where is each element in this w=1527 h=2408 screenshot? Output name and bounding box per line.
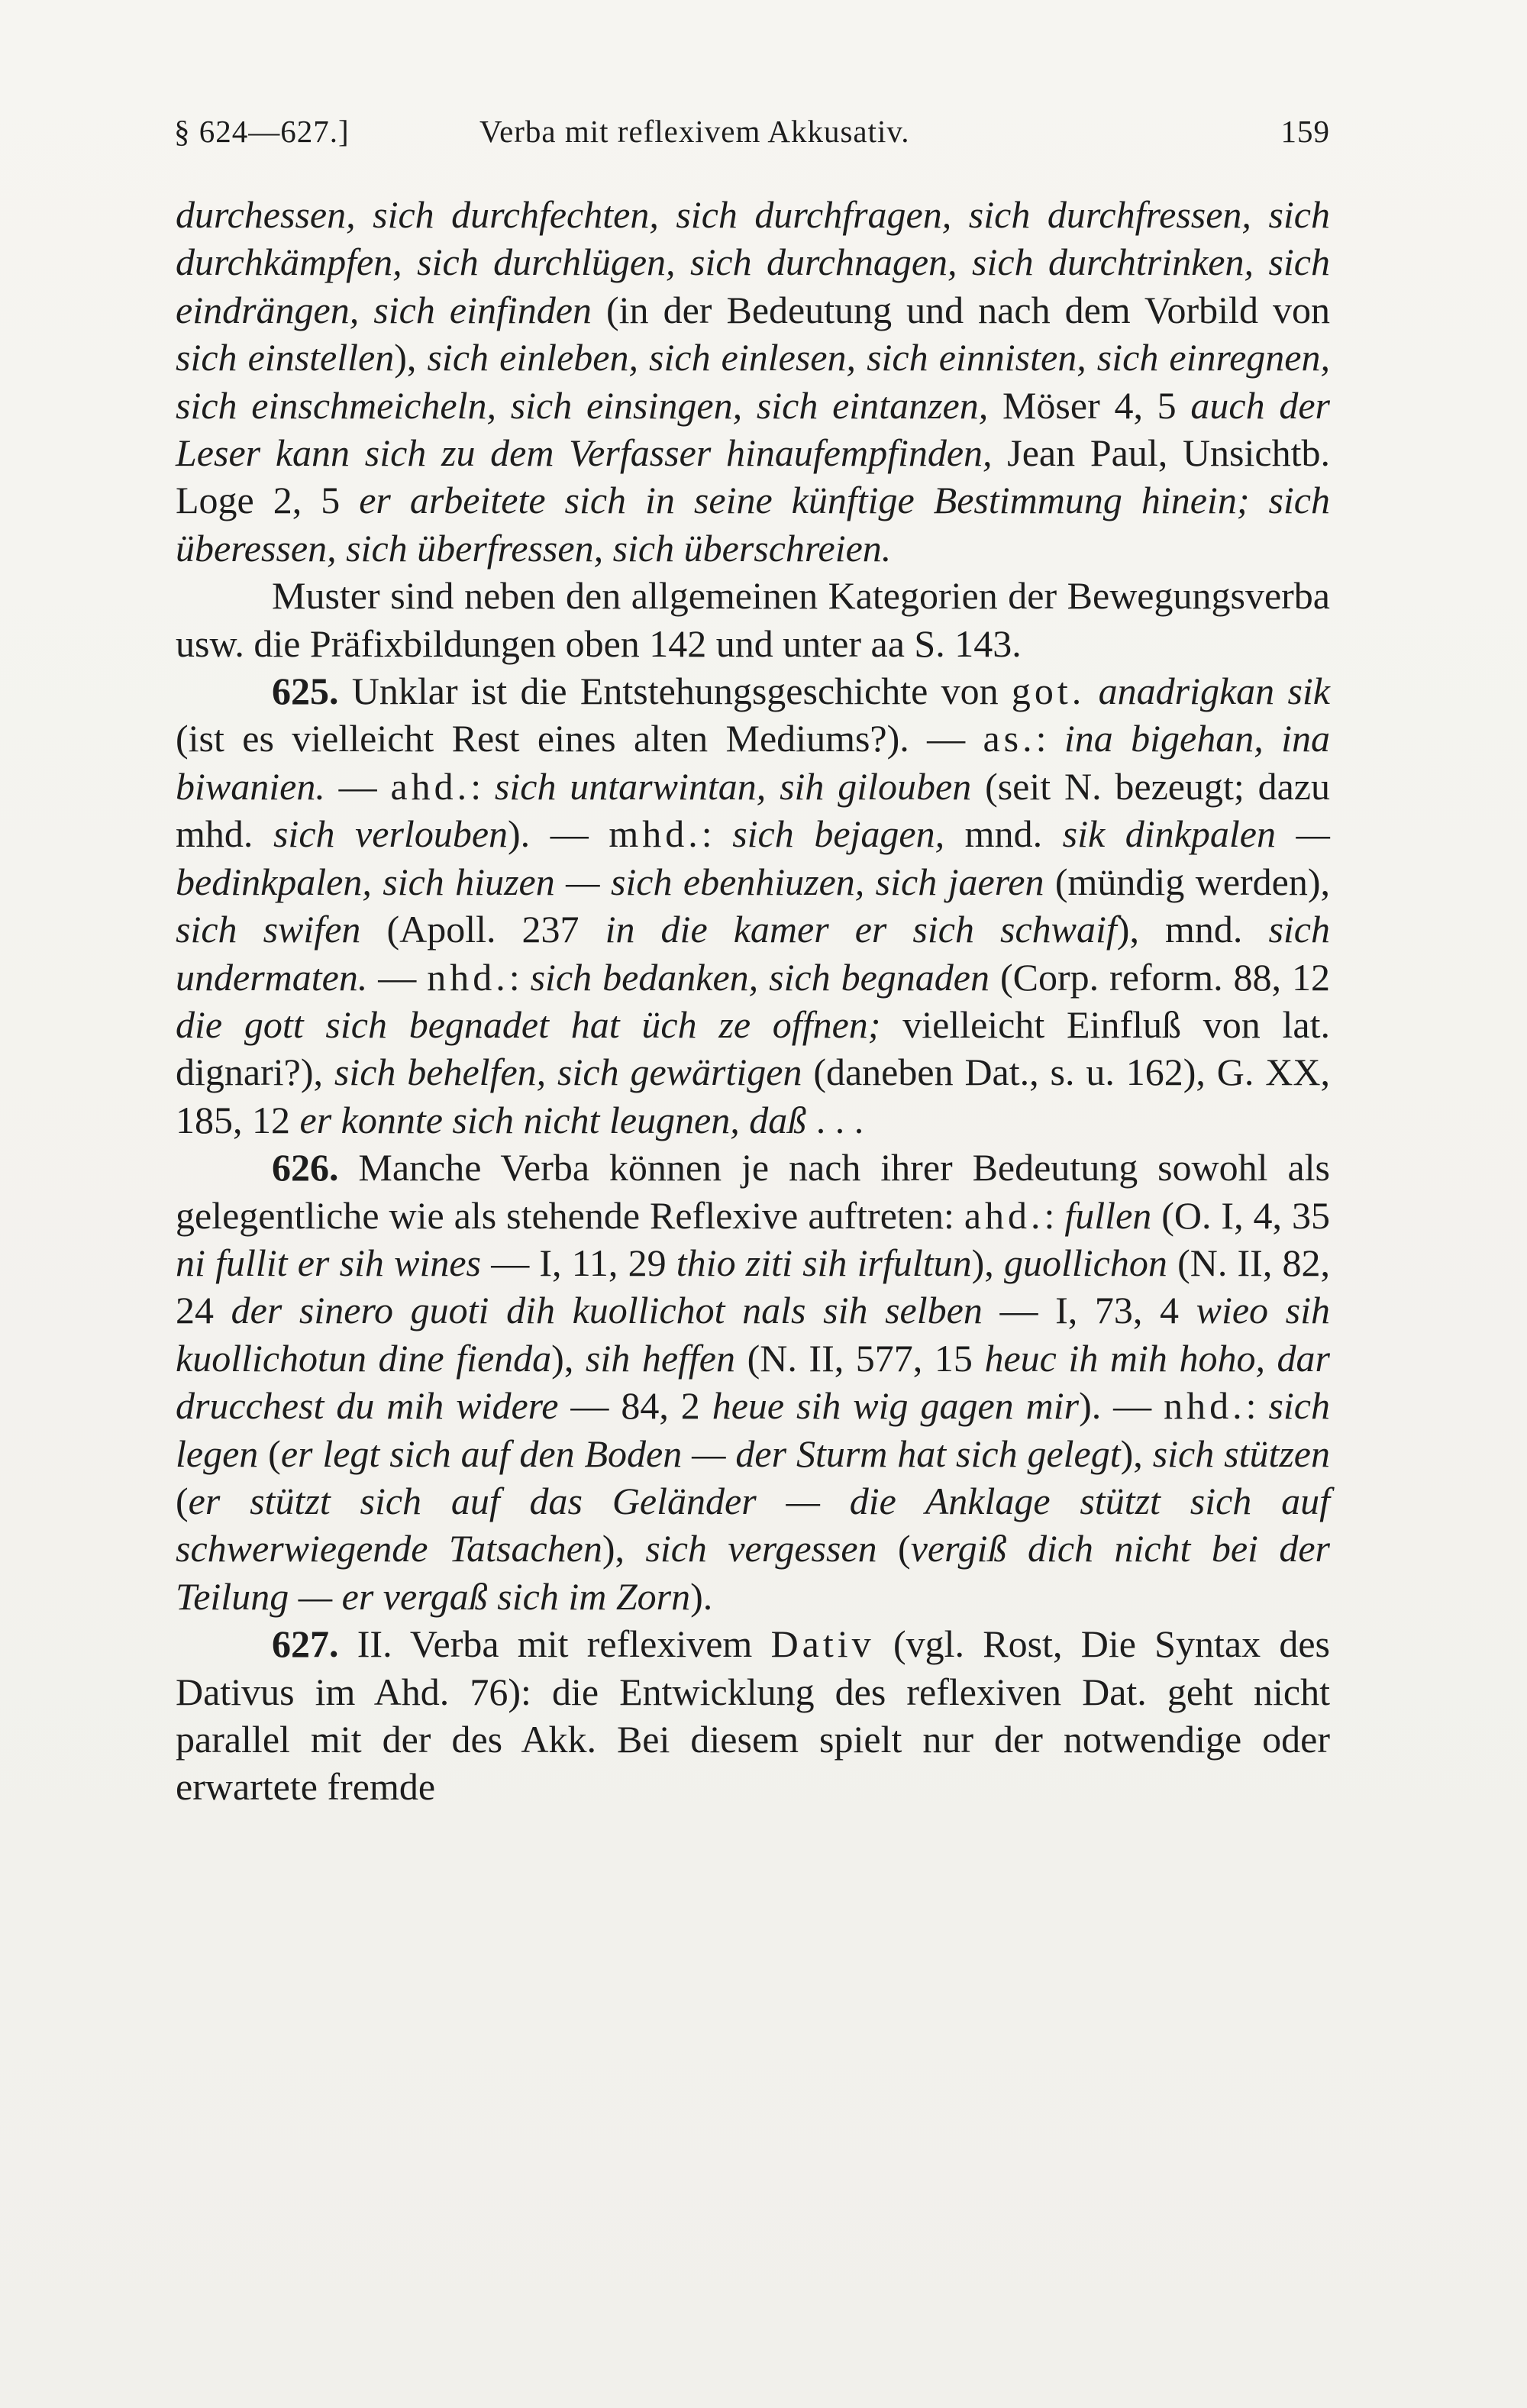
text-run: Dativ: [770, 1622, 875, 1666]
text-run: —: [367, 955, 428, 999]
italic-text: er stützt sich auf das Geländer — die Anklage stützt sich auf schwerwiegende Tatsachen: [176, 1479, 1330, 1570]
text-run: — I, 73, 4: [982, 1289, 1196, 1332]
text-run: (mündig werden),: [1044, 860, 1330, 903]
italic-text: sich vergessen: [645, 1527, 877, 1570]
text-run: — 84, 2: [558, 1384, 712, 1428]
italic-text: der sinero guoti dih kuollichot nals sih selben: [231, 1289, 983, 1332]
italic-text: ina bigehan, ina biwanien.: [176, 717, 1330, 808]
paragraph: [176, 1620, 1330, 1811]
italic-text: sich verlouben: [273, 812, 508, 856]
text-run: Jean Paul, Unsichtb. Loge 2, 5: [176, 431, 1330, 522]
text-run: (N. II, 577, 15: [735, 1336, 985, 1380]
text-run: — I, 11, 29: [481, 1241, 676, 1284]
italic-text: guollichon: [1004, 1241, 1167, 1284]
italic-text: sich legen: [176, 1384, 1330, 1475]
text-run: ). —: [1079, 1384, 1164, 1428]
italic-text: sich einleben, sich einlesen, sich einnisten, sich einregnen, sich einschmeicheln, sich einsingen, sich eintanzen,: [176, 336, 1330, 427]
text-run: (: [176, 1479, 189, 1522]
text-run: :: [1245, 1384, 1269, 1428]
text-run: ),: [1120, 1432, 1153, 1475]
text-run: ),: [971, 1241, 1004, 1284]
text-run: [1085, 670, 1098, 712]
italic-text: vergiß dich nicht bei der Teilung — er vergaß sich im Zorn: [176, 1527, 1330, 1618]
text-run: (seit N. bezeugt; dazu mhd.: [176, 764, 1330, 856]
text-run: . . .: [806, 1098, 864, 1141]
italic-text: er arbeitete sich in seine künftige Bestimmung hinein; sich überessen, sich überfressen, sich überschreien.: [176, 479, 1330, 570]
italic-text: die gott sich begnadet hat üch ze offnen;: [176, 1002, 881, 1046]
text-run: got.: [1011, 670, 1086, 713]
text-run: ahd.: [390, 764, 471, 808]
text-run: as.: [983, 717, 1036, 760]
italic-text: heue sih wig gagen mir: [712, 1384, 1080, 1428]
italic-text: wieo sih kuollichotun dine fienda: [176, 1289, 1330, 1380]
running-header: [174, 113, 1330, 159]
italic-text: thio ziti sih irfultun: [676, 1241, 972, 1284]
text-run: ). —: [508, 812, 609, 856]
text-run: ),: [551, 1336, 586, 1380]
italic-text: sich untarwintan, sih gilouben: [494, 764, 972, 808]
text-run: Unklar ist die Entstehungsgeschichte von: [338, 670, 1012, 713]
italic-text: auch der Leser kann sich zu dem Verfasser hinaufempfinden,: [176, 383, 1330, 475]
italic-text: sich stützen: [1152, 1432, 1331, 1475]
text-run: (daneben Dat., s. u. 162), G. XX, 185, 12: [176, 1051, 1331, 1141]
text-run: Manche Verba können je nach ihrer Bedeutung sowohl als gelegentliche wie als stehende Reflexive auftreten:: [176, 1146, 1330, 1237]
italic-text: anadrigkan sik: [1098, 670, 1330, 713]
text-run: (in der Bedeutung und nach dem Vorbild von: [591, 288, 1330, 331]
text-run: :: [470, 764, 495, 808]
text-run: :: [1044, 1193, 1065, 1237]
italic-text: heuc ih mih hoho, dar drucchest du mih widere: [176, 1336, 1331, 1428]
body-text: [176, 191, 1330, 1811]
section-number: 625.: [272, 670, 339, 713]
paragraph: [176, 572, 1330, 667]
italic-text: sich undermaten.: [176, 908, 1330, 999]
italic-text: sih heffen: [585, 1336, 736, 1380]
text-run: (N. II, 82, 24: [176, 1241, 1331, 1332]
italic-text: sik dinkpalen — bedinkpalen, sich hiuzen — sich ebenhiuzen, sich jaeren: [176, 812, 1330, 903]
italic-text: er konnte sich nicht leugnen, daß: [299, 1098, 807, 1141]
text-run: ahd.: [964, 1193, 1044, 1237]
section-number: 626.: [272, 1146, 339, 1189]
page-number: 159: [1280, 114, 1330, 149]
text-run: Möser 4, 5: [988, 383, 1191, 427]
paragraph: [176, 1144, 1330, 1620]
italic-text: sich bejagen,: [732, 812, 945, 856]
italic-text: ni fullit er sih wines: [176, 1241, 482, 1284]
text-run: (Corp. reform. 88, 12: [989, 955, 1330, 999]
italic-text: durchessen, sich durchfechten, sich durchfragen, sich durchfressen, sich durchkämpfen, sich durchlügen, sich durchnagen, sich durchtrinken, sich eindrängen, sich einfinden: [176, 193, 1330, 331]
text-run: —: [324, 764, 391, 808]
text-run: ), mnd.: [1116, 908, 1269, 951]
text-run: (: [876, 1527, 911, 1570]
text-run: (ist es vielleicht Rest eines alten Mediums?). —: [176, 717, 983, 760]
text-run: (vgl. Rost, Die Syntax des Dativus im Ahd. 76): die Entwicklung des reflexiven Dat. geht nicht parallel mit der des Akk. Bei diesem spielt nur der notwendige oder erwartete fremde: [176, 1622, 1330, 1809]
italic-text: sich einstellen: [176, 336, 395, 379]
paragraph: [176, 667, 1330, 1144]
running-title: Verba mit reflexivem Akkusativ.: [479, 114, 910, 149]
text-run: ).: [690, 1574, 713, 1618]
section-number: 627.: [272, 1622, 339, 1666]
paragraph: [176, 191, 1330, 572]
text-run: :: [508, 955, 531, 999]
italic-text: sich bedanken, sich begnaden: [530, 955, 989, 999]
italic-text: sich behelfen, sich gewärtigen: [334, 1051, 802, 1094]
text-run: II. Verba mit reflexivem: [338, 1622, 771, 1666]
text-run: ),: [602, 1527, 646, 1570]
text-run: mhd.: [609, 812, 702, 856]
text-run: (: [258, 1432, 281, 1475]
text-run: nhd.: [1164, 1384, 1246, 1428]
text-run: :: [701, 812, 733, 856]
text-run: Muster sind neben den allgemeinen Kategorien der Bewegungsverba usw. die Präfixbildungen oben 142 und unter aa S. 143.: [176, 574, 1330, 665]
text-run: mnd.: [944, 812, 1063, 856]
italic-text: er legt sich auf den Boden — der Sturm hat sich gelegt: [280, 1432, 1121, 1475]
italic-text: sich swifen: [176, 908, 361, 951]
text-run: (O. I, 4, 35: [1151, 1193, 1330, 1237]
text-run: vielleicht Einfluß von lat. dignari?),: [176, 1002, 1330, 1094]
section-range: § 624—627.]: [174, 114, 350, 149]
text-run: ),: [394, 336, 428, 379]
italic-text: in die kamer er sich schwaif: [605, 908, 1117, 951]
text-run: nhd.: [427, 955, 509, 999]
text-run: (Apoll. 237: [360, 908, 605, 951]
italic-text: fullen: [1064, 1193, 1152, 1237]
text-run: :: [1035, 717, 1064, 760]
